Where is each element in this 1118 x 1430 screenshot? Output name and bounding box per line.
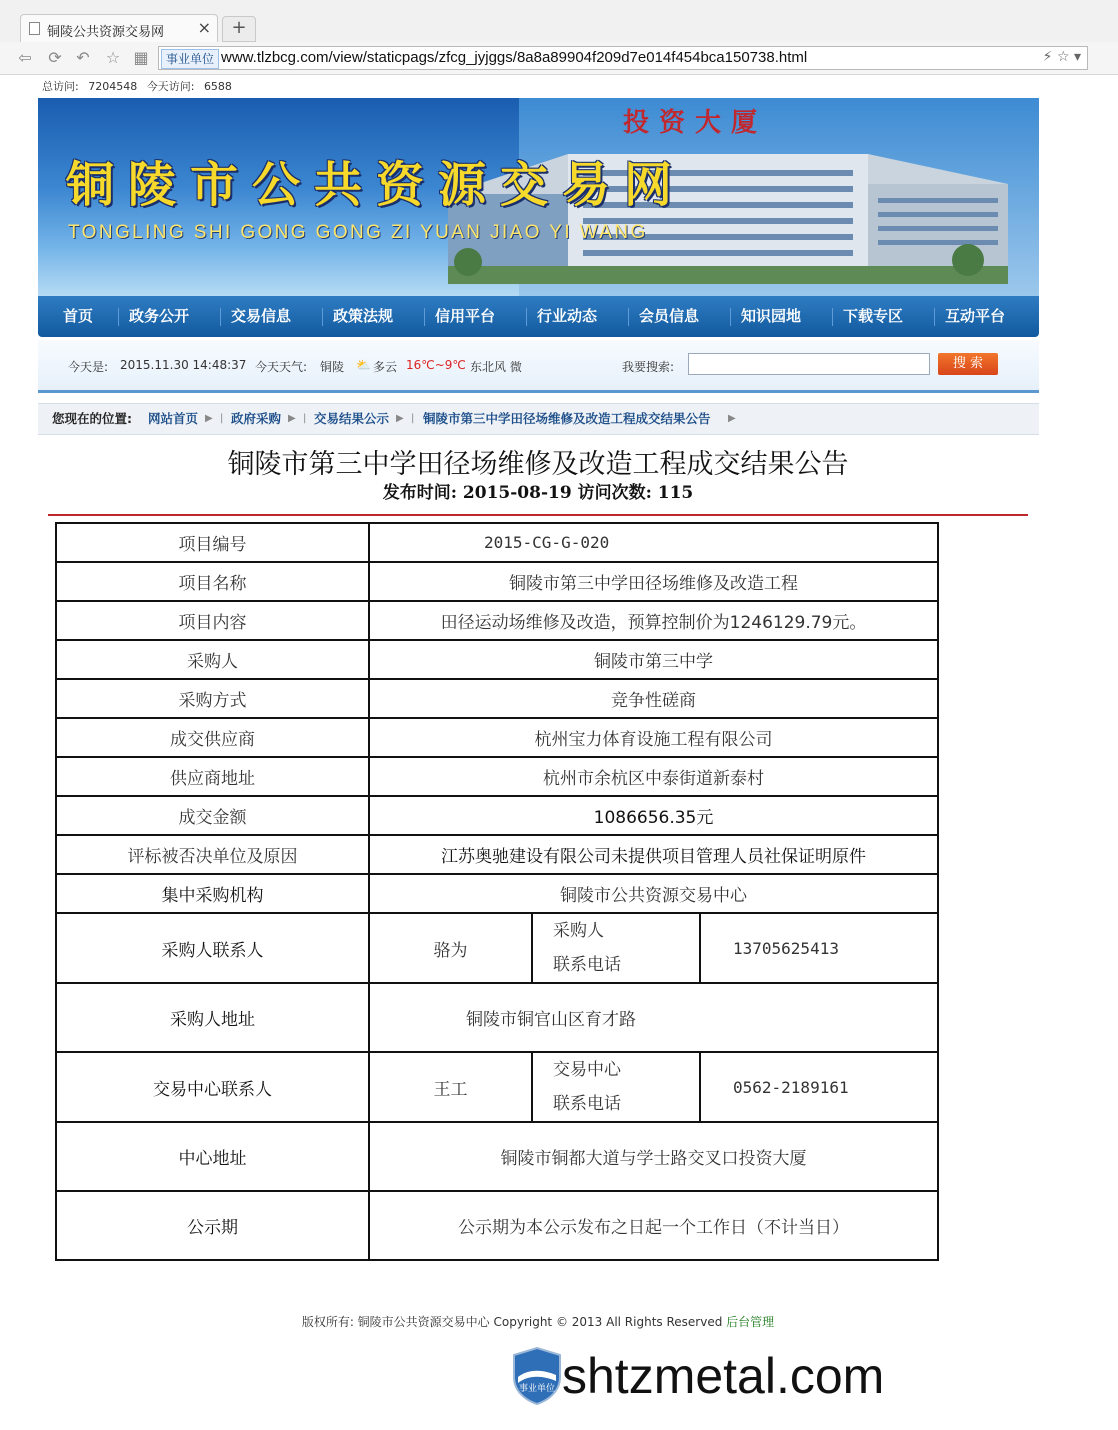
center-phone-label-line2: 联系电话	[553, 1094, 621, 1114]
undo-icon[interactable]: ↶	[76, 48, 90, 67]
row-label: 采购方式	[56, 679, 369, 718]
new-tab-button[interactable]: +	[222, 16, 256, 42]
nav-gov-affairs[interactable]: 政务公开	[128, 307, 189, 325]
current-datetime: 2015.11.30 14:48:37	[120, 358, 247, 372]
total-visits-label: 总访问:	[42, 80, 79, 93]
nav-industry[interactable]: 行业动态	[536, 307, 597, 325]
copyright-text: 版权所有: 铜陵市公共资源交易中心 Copyright © 2013 All Rights Reserved	[301, 1315, 723, 1329]
browser-toolbar	[0, 42, 1118, 74]
weather-city: 铜陵	[320, 360, 345, 374]
grid-icon[interactable]: ▦	[133, 48, 149, 67]
center-contact-name: 王工	[369, 1052, 532, 1122]
article-title: 铜陵市第三中学田径场维修及改造工程成交结果公告	[227, 449, 849, 480]
breadcrumb-gov-procurement[interactable]: 政府采购	[231, 411, 282, 426]
row-label: 评标被否决单位及原因	[56, 835, 369, 874]
center-phone-label-line1: 交易中心	[553, 1060, 621, 1080]
breadcrumb-arrow-icon: ▶	[396, 413, 404, 424]
footer	[0, 1313, 1076, 1330]
table-row	[56, 796, 938, 835]
purchaser-address: 铜陵市铜官山区育才路	[369, 983, 938, 1052]
nav-knowledge[interactable]: 知识园地	[740, 307, 801, 325]
today-visits-value: 6588	[203, 80, 232, 93]
title-divider	[48, 514, 1028, 516]
weather-temperature: 16℃~9℃	[406, 358, 466, 372]
row-value: 杭州市余杭区中泰街道新泰村	[369, 757, 938, 796]
date-label: 今天是:	[68, 360, 109, 374]
purchaser-phone: 13705625413	[700, 913, 938, 983]
center-phone: 0562-2189161	[700, 1052, 938, 1122]
site-subtitle: TONGLING SHI GONG GONG ZI YUAN JIAO YI WANG	[68, 222, 648, 243]
purchaser-phone-label-line2: 联系电话	[553, 955, 621, 975]
breadcrumb-results[interactable]: 交易结果公示	[314, 411, 390, 426]
dropdown-icon[interactable]: ▾	[1073, 49, 1081, 65]
table-row	[56, 640, 938, 679]
row-label: 成交供应商	[56, 718, 369, 757]
shield-badge-icon	[512, 1347, 562, 1405]
row-value: 田径运动场维修及改造，预算控制价为1246129.79元。	[369, 601, 938, 640]
star-icon[interactable]: ☆	[105, 48, 121, 67]
visit-counter	[42, 78, 238, 94]
row-value: 2015-CG-G-020	[369, 523, 938, 562]
table-row	[56, 562, 938, 601]
badge-text: 事业单位	[518, 1384, 556, 1394]
cloud-sun-icon: ⛅	[356, 358, 371, 372]
url-text[interactable]: www.tlzbcg.com/view/staticpags/zfcg_jyjggs/8a8a89904f209d7e014f454bca150738.html	[221, 49, 808, 66]
row-label: 集中采购机构	[56, 874, 369, 913]
nav-policy[interactable]: 政策法规	[332, 307, 393, 325]
notice-period-label: 公示期	[56, 1191, 369, 1260]
search-input[interactable]	[688, 353, 930, 375]
nav-interactive[interactable]: 互动平台	[944, 307, 1005, 325]
search-button[interactable]: 搜 索	[938, 353, 998, 375]
breadcrumb-arrow-icon: ▶	[205, 413, 213, 424]
page-icon	[29, 22, 40, 35]
breadcrumb: 您现在的位置: 网站首页 ▶ | 政府采购 ▶ | 交易结果公示 ▶ | 铜陵市第三中学田径场维修及改造工程成交结果公告 ▶	[38, 403, 1039, 435]
back-icon[interactable]: ⇦	[18, 48, 32, 67]
row-value: 铜陵市第三中学	[369, 640, 938, 679]
table-row	[56, 718, 938, 757]
purchaser-phone-label	[532, 913, 700, 983]
nav-downloads[interactable]: 下载专区	[842, 307, 903, 325]
admin-link[interactable]: 后台管理	[726, 1315, 775, 1329]
tab-close-button[interactable]: ×	[197, 18, 211, 37]
breadcrumb-current[interactable]: 铜陵市第三中学田径场维修及改造工程成交结果公告	[423, 411, 711, 426]
center-address: 铜陵市铜都大道与学士路交叉口投资大厦	[369, 1122, 938, 1191]
tab-title: 铜陵公共资源交易网	[47, 25, 165, 40]
table-row	[56, 1122, 938, 1191]
watermark	[512, 1345, 932, 1407]
row-label: 项目内容	[56, 601, 369, 640]
address-bar[interactable]	[158, 46, 1088, 70]
table-row	[56, 523, 938, 562]
watermark-text: shtzmetal.com	[562, 1348, 885, 1404]
center-phone-label	[532, 1052, 700, 1122]
row-value: 杭州宝力体育设施工程有限公司	[369, 718, 938, 757]
row-label: 项目编号	[56, 523, 369, 562]
site-title: 铜陵市公共资源交易网	[66, 157, 687, 213]
url-badge[interactable]: 事业单位	[161, 49, 219, 69]
publish-info: 发布时间: 2015-08-19 访问次数: 115	[382, 483, 694, 503]
browser-chrome	[0, 0, 1118, 75]
nav-home[interactable]: 首页	[62, 307, 93, 325]
row-label: 采购人	[56, 640, 369, 679]
purchaser-contact-name: 骆为	[369, 913, 532, 983]
breadcrumb-arrow-icon: ▶	[728, 413, 736, 424]
weather-wind: 东北风 微	[470, 360, 522, 374]
site-banner	[38, 98, 1039, 297]
row-label: 成交金额	[56, 796, 369, 835]
purchaser-phone-label-line1: 采购人	[553, 921, 604, 941]
row-label: 供应商地址	[56, 757, 369, 796]
notice-period: 公示期为本公示发布之日起一个工作日（不计当日）	[369, 1191, 938, 1260]
breadcrumb-home[interactable]: 网站首页	[148, 411, 199, 426]
table-row	[56, 601, 938, 640]
lightning-icon[interactable]: ⚡	[1042, 49, 1053, 65]
row-value: 铜陵市第三中学田径场维修及改造工程	[369, 562, 938, 601]
nav-credit[interactable]: 信用平台	[434, 307, 495, 325]
today-visits-label: 今天访问:	[146, 80, 195, 93]
main-nav	[38, 296, 1039, 337]
table-row	[56, 983, 938, 1052]
row-value: 铜陵市公共资源交易中心	[369, 874, 938, 913]
table-row	[56, 1191, 938, 1260]
refresh-icon[interactable]: ⟳	[48, 48, 62, 67]
table-row	[56, 835, 938, 874]
row-value: 竞争性磋商	[369, 679, 938, 718]
row-value: 1086656.35元	[369, 796, 938, 835]
table-row	[56, 757, 938, 796]
row-value: 江苏奥驰建设有限公司未提供项目管理人员社保证明原件	[369, 835, 938, 874]
search-label: 我要搜索:	[622, 360, 675, 374]
result-table	[55, 522, 939, 1261]
center-address-label: 中心地址	[56, 1122, 369, 1191]
star-icon[interactable]: ☆	[1056, 49, 1070, 65]
weather-label: 今天天气:	[255, 360, 308, 374]
total-visits-value: 7204548	[88, 80, 138, 93]
building-sign: 投资大厦	[623, 108, 768, 138]
purchaser-address-label: 采购人地址	[56, 983, 369, 1052]
breadcrumb-label: 您现在的位置:	[52, 411, 132, 426]
center-contact-label: 交易中心联系人	[56, 1052, 369, 1122]
browser-tab[interactable]	[20, 14, 218, 43]
table-row	[56, 874, 938, 913]
breadcrumb-arrow-icon: ▶	[288, 413, 296, 424]
info-bar	[38, 340, 1039, 393]
weather-condition: 多云	[373, 360, 398, 374]
table-row	[56, 913, 938, 983]
purchaser-contact-label: 采购人联系人	[56, 913, 369, 983]
row-label: 项目名称	[56, 562, 369, 601]
nav-members[interactable]: 会员信息	[638, 307, 699, 325]
table-row	[56, 679, 938, 718]
table-row	[56, 1052, 938, 1122]
nav-trade-info[interactable]: 交易信息	[230, 307, 291, 325]
